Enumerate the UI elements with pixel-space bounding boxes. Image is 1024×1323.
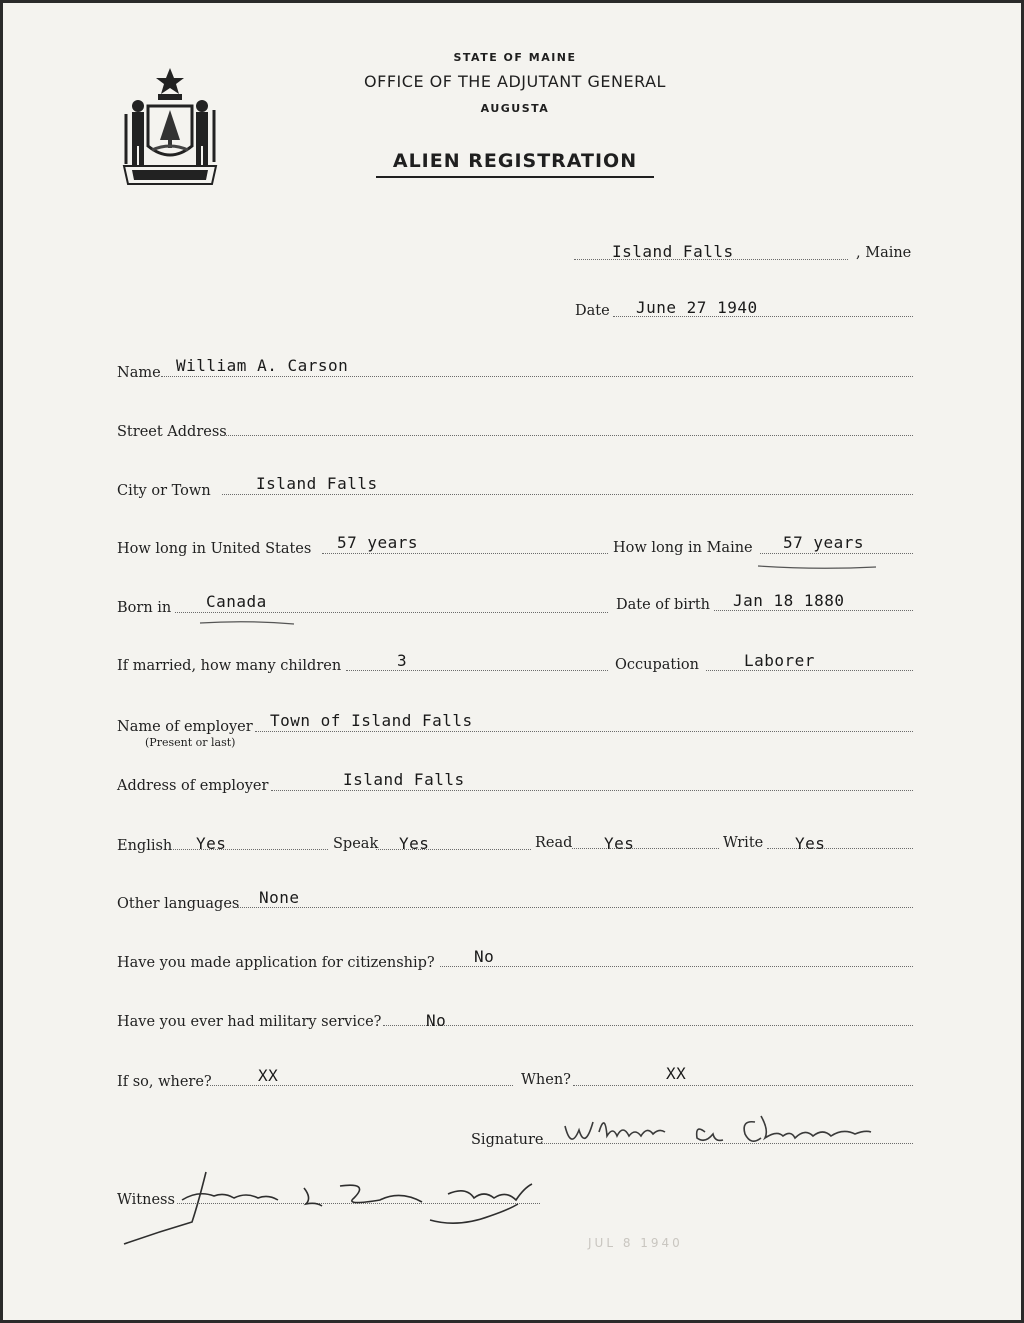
military-value[interactable]: No (426, 1011, 447, 1030)
where-label: If so, where? (117, 1074, 212, 1090)
maine-state-seal (118, 66, 222, 190)
header-office: OFFICE OF THE ADJUTANT GENERAL (364, 72, 666, 91)
employer-address-value[interactable]: Island Falls (343, 770, 465, 789)
dob-line (714, 610, 913, 611)
name-label: Name (117, 365, 161, 381)
dob-label: Date of birth (616, 597, 711, 613)
where-value[interactable]: XX (258, 1066, 279, 1085)
occupation-line (706, 670, 913, 671)
other-languages-label: Other languages (117, 896, 240, 912)
when-line (573, 1085, 913, 1086)
witness-label: Witness (117, 1192, 175, 1208)
military-label: Have you ever had military service? (117, 1014, 382, 1030)
children-line (346, 670, 608, 671)
employer-value[interactable]: Town of Island Falls (270, 711, 473, 730)
page-border (0, 0, 1024, 3)
employer-address-label: Address of employer (117, 778, 269, 794)
read-line (572, 848, 719, 849)
place-suffix: , Maine (856, 245, 912, 261)
witness-signature[interactable] (118, 1164, 534, 1254)
employer-address-line (271, 790, 913, 791)
city-line (222, 494, 913, 495)
speak-value[interactable]: Yes (399, 834, 430, 853)
street-address-label: Street Address (117, 424, 227, 440)
faded-received-stamp: JUL 8 1940 (588, 1236, 683, 1250)
header-city: AUGUSTA (480, 102, 550, 115)
maine-time-label: How long in Maine (613, 540, 753, 556)
occupation-value[interactable]: Laborer (744, 651, 815, 670)
children-label: If married, how many children (117, 658, 342, 674)
name-line (161, 376, 913, 377)
write-label: Write (723, 835, 764, 851)
name-value[interactable]: William A. Carson (176, 356, 349, 375)
employer-sublabel: (Present or last) (145, 736, 236, 749)
city-value[interactable]: Island Falls (256, 474, 378, 493)
title-underline (376, 176, 654, 178)
employer-label: Name of employer (117, 719, 253, 735)
other-languages-line (238, 907, 913, 908)
signature-label: Signature (471, 1132, 544, 1148)
military-line (383, 1025, 913, 1026)
born-label: Born in (117, 600, 172, 616)
applicant-signature[interactable] (555, 1106, 885, 1154)
when-value[interactable]: XX (666, 1064, 687, 1083)
maine-time-line (760, 553, 913, 554)
citizenship-line (440, 966, 913, 967)
maine-time-value[interactable]: 57 years (783, 533, 865, 552)
citizenship-value[interactable]: No (474, 947, 495, 966)
when-label: When? (521, 1072, 571, 1088)
form-title: ALIEN REGISTRATION (392, 150, 638, 172)
english-label: English (117, 838, 173, 854)
pencil-underline-mark (756, 562, 880, 572)
employer-line (255, 731, 913, 732)
place-value[interactable]: Island Falls (612, 242, 734, 261)
write-value[interactable]: Yes (795, 834, 826, 853)
us-time-line (322, 553, 608, 554)
born-value[interactable]: Canada (206, 592, 267, 611)
pencil-underline-mark (198, 618, 298, 628)
other-languages-value[interactable]: None (259, 888, 300, 907)
where-line (210, 1085, 513, 1086)
header-state: STATE OF MAINE (453, 51, 577, 64)
born-line (175, 612, 608, 613)
citizenship-label: Have you made application for citizenship? (117, 955, 435, 971)
street-address-line[interactable] (226, 435, 913, 436)
dob-value[interactable]: Jan 18 1880 (733, 591, 845, 610)
speak-label: Speak (333, 836, 379, 852)
write-line (767, 848, 913, 849)
page-border (0, 0, 3, 1323)
city-label: City or Town (117, 483, 211, 499)
english-line (171, 849, 328, 850)
read-label: Read (535, 835, 573, 851)
read-value[interactable]: Yes (604, 834, 635, 853)
us-time-value[interactable]: 57 years (337, 533, 419, 552)
us-time-label: How long in United States (117, 541, 312, 557)
english-value[interactable]: Yes (196, 834, 227, 853)
date-value[interactable]: June 27 1940 (636, 298, 758, 317)
occupation-label: Occupation (615, 657, 699, 673)
date-label: Date (575, 303, 610, 319)
children-value[interactable]: 3 (397, 651, 408, 670)
